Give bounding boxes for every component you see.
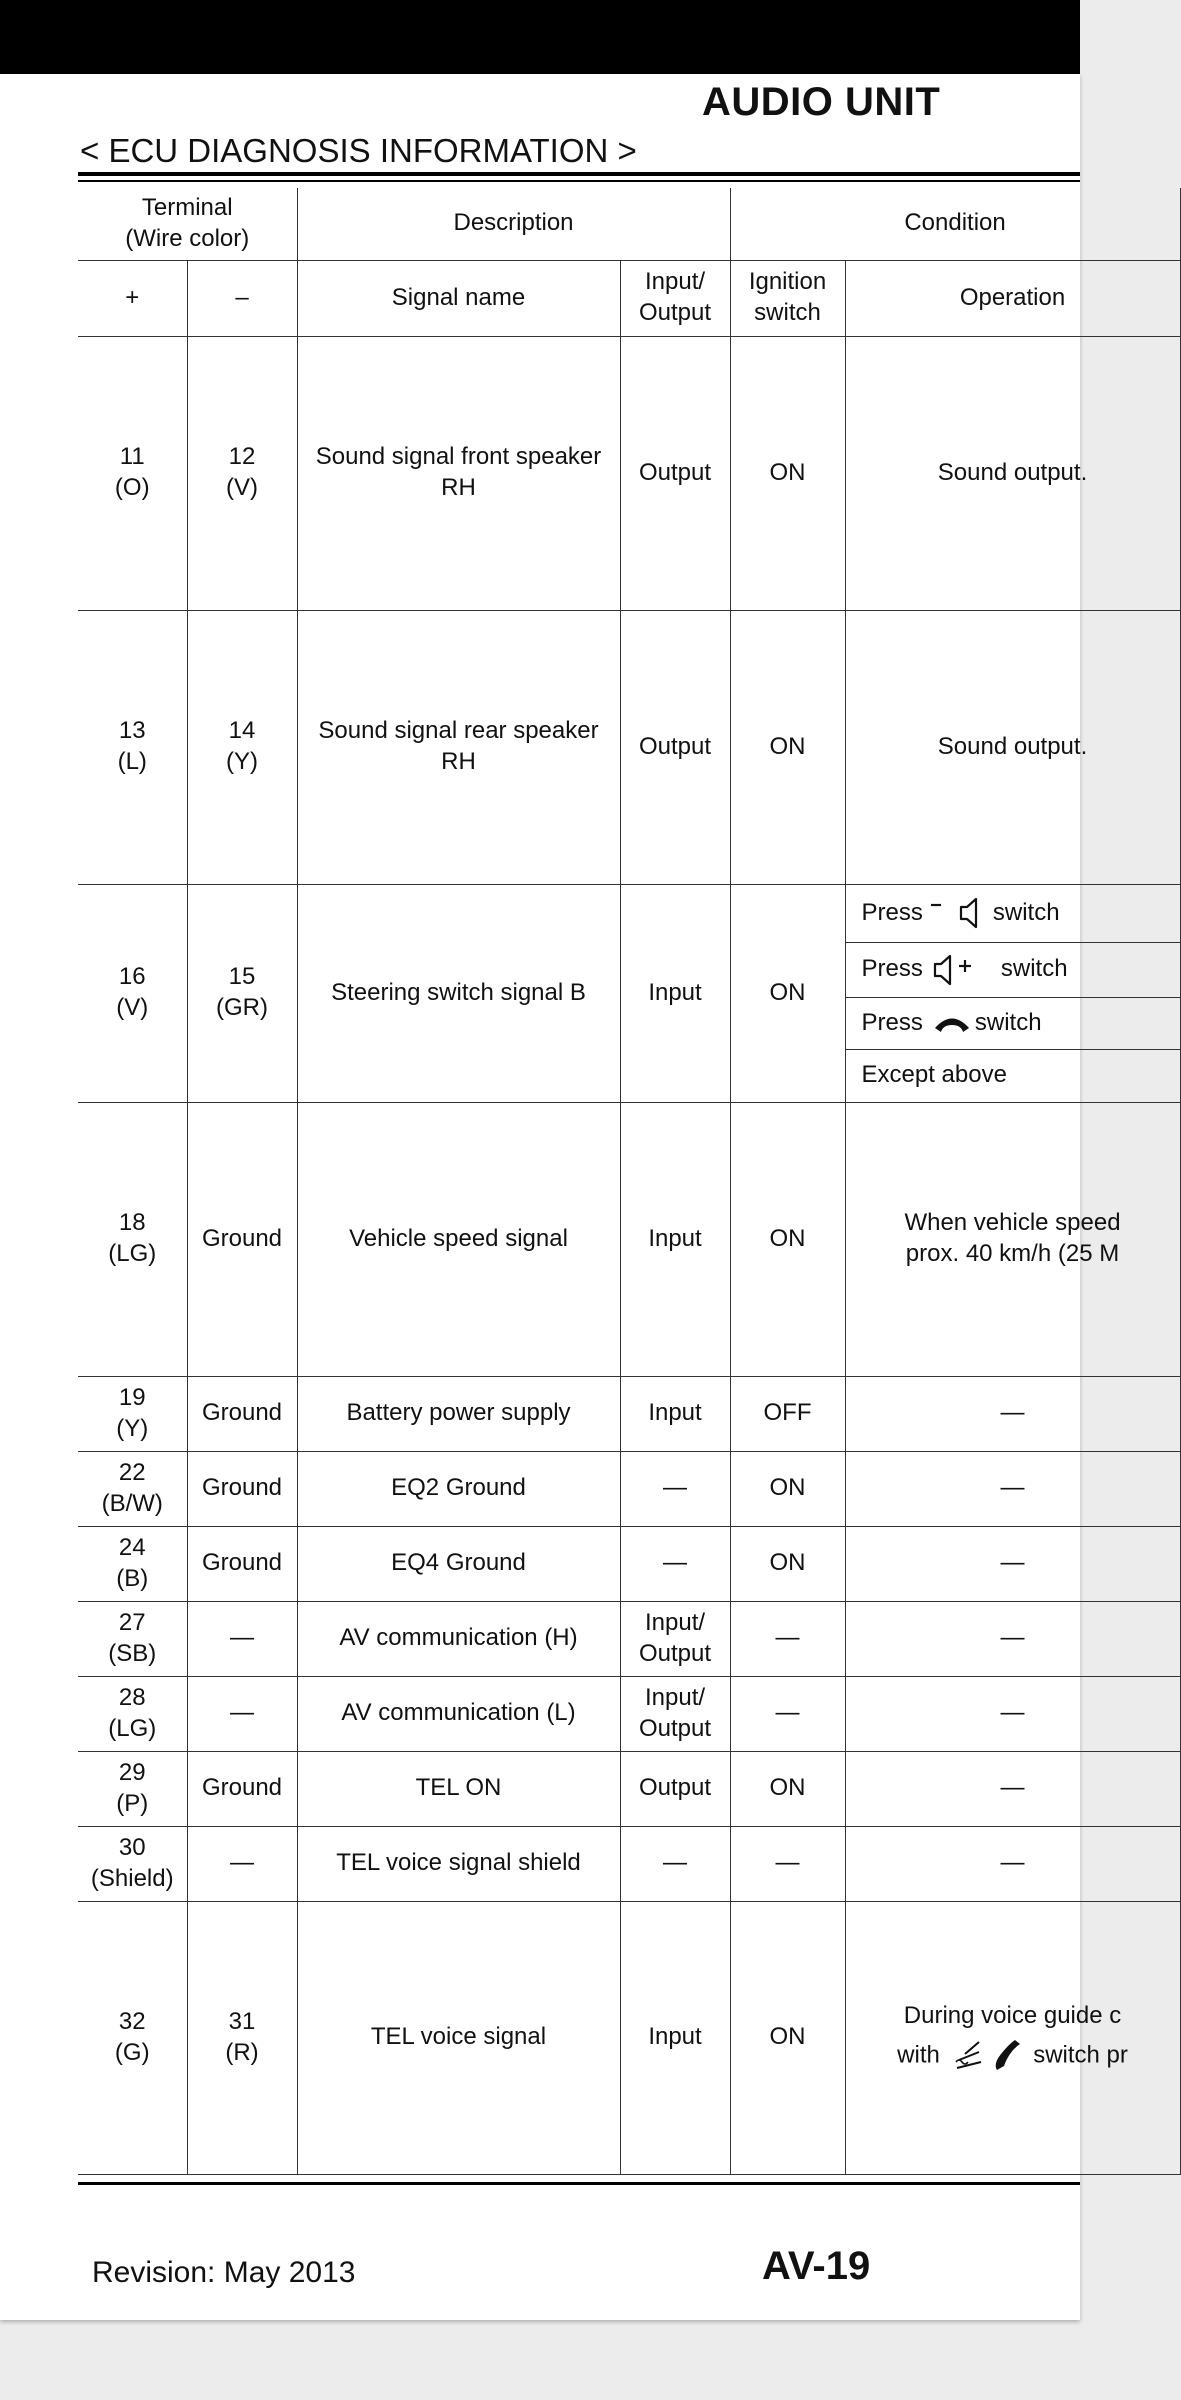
io-cell: Input	[620, 1102, 730, 1376]
wire-color: (Shield)	[90, 1864, 174, 1892]
description-header: Description	[297, 188, 730, 260]
table-row	[78, 1751, 1180, 1826]
terminal-number: 24	[118, 1533, 146, 1561]
press-label: Press	[861, 898, 923, 926]
minus-terminal	[187, 1901, 297, 2174]
terminal-number: 13	[118, 717, 146, 745]
operation-line: During voice guide c	[903, 2002, 1122, 2030]
wire-color: (GR)	[216, 994, 268, 1021]
wire-color: (R)	[225, 2038, 259, 2066]
ignition-cell: ON	[730, 336, 845, 610]
plus-terminal	[78, 1601, 187, 1676]
switch-label: switch	[974, 1008, 1042, 1036]
minus-terminal: —	[187, 1676, 297, 1751]
table-row	[78, 1901, 1180, 2174]
with-label: with	[897, 2041, 940, 2069]
plus-terminal	[78, 336, 187, 610]
minus-terminal: —	[187, 1601, 297, 1676]
terminal-header-label: Terminal	[141, 194, 233, 222]
minus-terminal	[187, 336, 297, 610]
header-row	[78, 188, 1180, 260]
io-header-line1: Input/	[644, 268, 706, 296]
terminal-number: 32	[118, 2007, 146, 2035]
wire-color: (L)	[117, 748, 147, 775]
operation-cell: —	[845, 1676, 1180, 1751]
sub-operation	[846, 885, 1180, 943]
wire-color: (O)	[114, 474, 150, 501]
signal-name: AV communication (H)	[297, 1601, 620, 1676]
ignition-cell: ON	[730, 1451, 845, 1526]
signal-name-header: Signal name	[297, 260, 620, 336]
terminal-number: 28	[118, 1683, 146, 1711]
switch-label: switch	[1000, 955, 1068, 983]
terminal-number: 14	[228, 717, 256, 745]
io-cell	[620, 1676, 730, 1751]
sub-operation: Except above	[861, 1060, 1007, 1088]
signal-name	[297, 610, 620, 884]
operation-cell: —	[845, 1376, 1180, 1451]
operation-cell: Sound output.	[845, 610, 1180, 884]
ignition-cell: —	[730, 1826, 845, 1901]
terminal-number: 27	[118, 1608, 146, 1636]
volume-up-icon	[933, 953, 991, 987]
signal-name	[297, 336, 620, 610]
unit-title: AUDIO UNIT	[702, 80, 941, 124]
signal-name: EQ2 Ground	[297, 1451, 620, 1526]
wire-color: (Y)	[116, 1414, 149, 1442]
operation-cell	[845, 1102, 1180, 1376]
signal-name-line: RH	[441, 474, 476, 501]
plus-terminal	[78, 610, 187, 884]
ignition-header-line2: switch	[754, 299, 821, 326]
operation-cell	[845, 1901, 1180, 2174]
io-line: Output	[638, 1639, 712, 1667]
signal-name: EQ4 Ground	[297, 1526, 620, 1601]
terminal-number: 19	[118, 1383, 146, 1411]
subheader-row	[78, 260, 1180, 336]
io-line: Output	[638, 1714, 712, 1742]
minus-terminal: Ground	[187, 1102, 297, 1376]
minus-terminal	[187, 610, 297, 884]
terminal-number: 16	[118, 963, 146, 991]
ignition-header-line1: Ignition	[748, 268, 827, 296]
revision-text: Revision: May 2013	[92, 2256, 356, 2289]
io-cell	[620, 1601, 730, 1676]
operation-cell: Sound output.	[845, 336, 1180, 610]
minus-terminal: —	[187, 1826, 297, 1901]
io-cell: Output	[620, 1751, 730, 1826]
operation-line: When vehicle speed	[904, 1209, 1121, 1237]
wire-color: (SB)	[108, 1639, 157, 1667]
ignition-cell: OFF	[730, 1376, 845, 1451]
minus-terminal: Ground	[187, 1751, 297, 1826]
wire-color: (G)	[114, 2038, 150, 2066]
table-row	[78, 1676, 1180, 1751]
terminal-number: 22	[118, 1458, 146, 1486]
wire-color: (V)	[226, 474, 258, 501]
signal-name-line: RH	[441, 748, 476, 775]
signal-name: AV communication (L)	[297, 1676, 620, 1751]
io-line: Input/	[644, 1608, 706, 1636]
minus-terminal: Ground	[187, 1526, 297, 1601]
status-bar	[0, 0, 1080, 74]
condition-header: Condition	[730, 188, 1180, 260]
terminal-number: 12	[228, 443, 256, 471]
plus-header: +	[78, 260, 187, 336]
ignition-cell: ON	[730, 1526, 845, 1601]
table-row	[78, 1826, 1180, 1901]
operation-line	[852, 2038, 1174, 2074]
header-rule-thin	[78, 180, 1080, 182]
terminal-number: 11	[119, 443, 145, 471]
ignition-cell: ON	[730, 1751, 845, 1826]
io-cell: Input	[620, 884, 730, 1102]
wire-color: (B)	[116, 1564, 149, 1592]
volume-down-icon	[929, 896, 987, 930]
plus-terminal	[78, 1526, 187, 1601]
ignition-header	[730, 260, 845, 336]
minus-terminal: Ground	[187, 1376, 297, 1451]
terminal-header	[78, 188, 297, 260]
plus-terminal	[78, 1451, 187, 1526]
minus-terminal	[187, 884, 297, 1102]
operation-cell	[845, 884, 1180, 1102]
switch-label: switch pr	[1033, 2041, 1128, 2069]
wire-color: (V)	[116, 994, 149, 1021]
io-cell: Output	[620, 336, 730, 610]
plus-terminal	[78, 1751, 187, 1826]
operation-header: Operation	[845, 260, 1180, 336]
signal-name-line: Sound signal rear speaker	[318, 717, 599, 745]
plus-terminal	[78, 1676, 187, 1751]
header-rule	[78, 172, 1080, 176]
ignition-cell: —	[730, 1601, 845, 1676]
wire-color-header-label: (Wire color)	[125, 224, 250, 252]
plus-terminal	[78, 1826, 187, 1901]
table-row	[78, 1376, 1180, 1451]
sub-operation	[846, 998, 1180, 1050]
terminal-number: 29	[118, 1758, 146, 1786]
table-row	[78, 1102, 1180, 1376]
plus-terminal	[78, 884, 187, 1102]
document-page	[0, 74, 1128, 2320]
page-number: AV-19	[762, 2244, 871, 2288]
operation-line: prox. 40 km/h (25 M	[905, 1240, 1120, 1267]
wire-color: (LG)	[108, 1714, 157, 1742]
io-cell: —	[620, 1826, 730, 1901]
signal-name: TEL voice signal	[297, 1901, 620, 2174]
ignition-cell: —	[730, 1676, 845, 1751]
table-row	[78, 336, 1180, 610]
terminal-number: 31	[228, 2007, 256, 2035]
operation-cell: —	[845, 1451, 1180, 1526]
signal-name: Battery power supply	[297, 1376, 620, 1451]
ignition-cell: ON	[730, 884, 845, 1102]
ignition-cell: ON	[730, 1901, 845, 2174]
ignition-cell: ON	[730, 1102, 845, 1376]
signal-name: Vehicle speed signal	[297, 1102, 620, 1376]
press-label: Press	[861, 955, 923, 983]
voice-phone-icon	[953, 2038, 1023, 2074]
signal-name: Steering switch signal B	[297, 884, 620, 1102]
io-cell: Input	[620, 1376, 730, 1451]
operation-cell: —	[845, 1751, 1180, 1826]
io-line: Input/	[644, 1683, 706, 1711]
wire-color: (Y)	[226, 748, 258, 775]
plus-terminal	[78, 1376, 187, 1451]
wire-color: (LG)	[108, 1240, 157, 1267]
press-label: Press	[861, 1008, 923, 1036]
plus-terminal	[78, 1102, 187, 1376]
table-row	[78, 884, 1180, 1102]
minus-header: –	[187, 260, 297, 336]
terminal-table	[78, 188, 1181, 2175]
phone-hang-up-icon	[933, 1011, 971, 1035]
terminal-number: 30	[118, 1833, 146, 1861]
plus-terminal	[78, 1901, 187, 2174]
io-cell: Input	[620, 1901, 730, 2174]
io-header-line2: Output	[638, 299, 712, 326]
signal-name: TEL voice signal shield	[297, 1826, 620, 1901]
table-row	[78, 1451, 1180, 1526]
section-title: < ECU DIAGNOSIS INFORMATION >	[80, 132, 637, 169]
io-cell: —	[620, 1451, 730, 1526]
operation-cell: —	[845, 1526, 1180, 1601]
table-row	[78, 610, 1180, 884]
wire-color: (B/W)	[101, 1489, 163, 1517]
minus-terminal: Ground	[187, 1451, 297, 1526]
operation-cell: —	[845, 1601, 1180, 1676]
footer-rule	[78, 2182, 1080, 2185]
signal-name-line: Sound signal front speaker	[315, 443, 602, 471]
io-cell: —	[620, 1526, 730, 1601]
wire-color: (P)	[116, 1789, 149, 1817]
switch-label: switch	[992, 898, 1060, 926]
sub-operation	[846, 943, 1180, 998]
io-cell: Output	[620, 610, 730, 884]
terminal-number: 18	[118, 1209, 146, 1237]
signal-name: TEL ON	[297, 1751, 620, 1826]
table-row	[78, 1601, 1180, 1676]
terminal-number: 15	[228, 963, 256, 991]
ignition-cell: ON	[730, 610, 845, 884]
io-header	[620, 260, 730, 336]
operation-cell: —	[845, 1826, 1180, 1901]
table-row	[78, 1526, 1180, 1601]
